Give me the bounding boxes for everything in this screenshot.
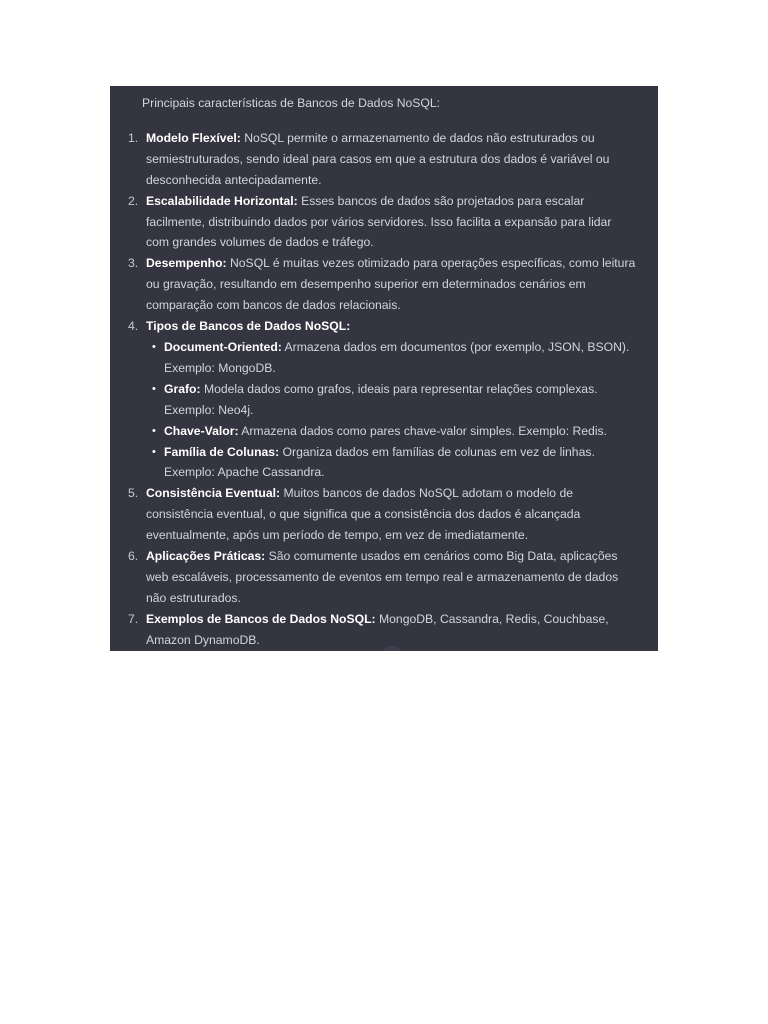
bullet-icon: • bbox=[152, 424, 156, 437]
item-text: NoSQL permite o armazenamento de dados não estruturados ou semiestruturados, sendo ideal para casos em que a estrutura dos dados é variável ou desconhecida antecipadamente. bbox=[146, 130, 610, 187]
sublist-item bbox=[152, 379, 636, 421]
list-number: 6. bbox=[128, 549, 139, 564]
subitem-text: Armazena dados como pares chave-valor simples. Exemplo: Redis. bbox=[238, 423, 608, 438]
list-number: 4. bbox=[128, 319, 139, 334]
list-number: 1. bbox=[128, 130, 139, 145]
bullet-icon: • bbox=[152, 382, 156, 395]
list-number: 3. bbox=[128, 256, 139, 271]
list-item bbox=[128, 128, 636, 191]
item-title: Escalabilidade Horizontal: bbox=[146, 193, 298, 208]
bullet-icon: • bbox=[152, 445, 156, 458]
item-title: Exemplos de Bancos de Dados NoSQL: bbox=[146, 611, 376, 626]
subitem-text: Armazena dados em documentos (por exemplo, JSON, BSON). Exemplo: MongoDB. bbox=[164, 339, 630, 375]
item-text: MongoDB, Cassandra, Redis, Couchbase, Amazon DynamoDB. bbox=[146, 611, 609, 647]
list-item bbox=[128, 546, 636, 609]
subitem-text: Modela dados como grafos, ideais para representar relações complexas. Exemplo: Neo4j. bbox=[164, 381, 598, 417]
item-title: Desempenho: bbox=[146, 256, 227, 271]
item-title: Aplicações Práticas: bbox=[146, 549, 266, 564]
subitem-title: Grafo: bbox=[164, 381, 201, 396]
subitem-title: Chave-Valor: bbox=[164, 423, 239, 438]
intro-text: Principais características de Bancos de Dados NoSQL: bbox=[142, 96, 441, 110]
list-number: 2. bbox=[128, 193, 139, 208]
subitem-title: Document-Oriented: bbox=[164, 339, 282, 354]
item-text: Muitos bancos de dados NoSQL adotam o modelo de consistência eventual, o que significa que a consistência dos dados é alcançada eventualmente, após um período de tempo, em vez de imediatamente. bbox=[146, 486, 581, 543]
subitem-text: Organiza dados em famílias de colunas em vez de linhas. Exemplo: Apache Cassandra. bbox=[164, 444, 595, 480]
sublist-item bbox=[152, 337, 636, 379]
item-title: Modelo Flexível: bbox=[146, 130, 241, 145]
list-item bbox=[128, 316, 636, 483]
item-text: Esses bancos de dados são projetados para escalar facilmente, distribuindo dados por vários servidores. Isso facilita a expansão para lidar com grandes volumes de dados e tráfego. bbox=[146, 193, 612, 250]
sublist-item bbox=[152, 442, 636, 484]
nosql-types-sublist bbox=[146, 337, 636, 483]
list-item bbox=[128, 483, 636, 546]
list-number: 5. bbox=[128, 486, 139, 501]
item-text: NoSQL é muitas vezes otimizado para operações específicas, como leitura ou gravação, resultando em desempenho superior em determinados cenários em comparação com bancos de dados relacionais. bbox=[146, 256, 636, 313]
list-number: 7. bbox=[128, 611, 139, 626]
bullet-icon: • bbox=[152, 340, 156, 353]
sublist-item bbox=[152, 421, 636, 442]
item-text: São comumente usados em cenários como Big Data, aplicações web escaláveis, processamento de eventos em tempo real e armazenamento de dados não estruturados. bbox=[146, 549, 619, 605]
list-item bbox=[128, 609, 636, 651]
characteristics-list bbox=[128, 128, 636, 651]
list-item bbox=[128, 253, 636, 316]
item-title: Consistência Eventual: bbox=[146, 486, 281, 501]
item-title: Tipos de Bancos de Dados NoSQL: bbox=[146, 319, 351, 334]
list-item bbox=[128, 191, 636, 254]
subitem-title: Família de Colunas: bbox=[164, 444, 280, 459]
chat-response-panel bbox=[110, 86, 658, 651]
